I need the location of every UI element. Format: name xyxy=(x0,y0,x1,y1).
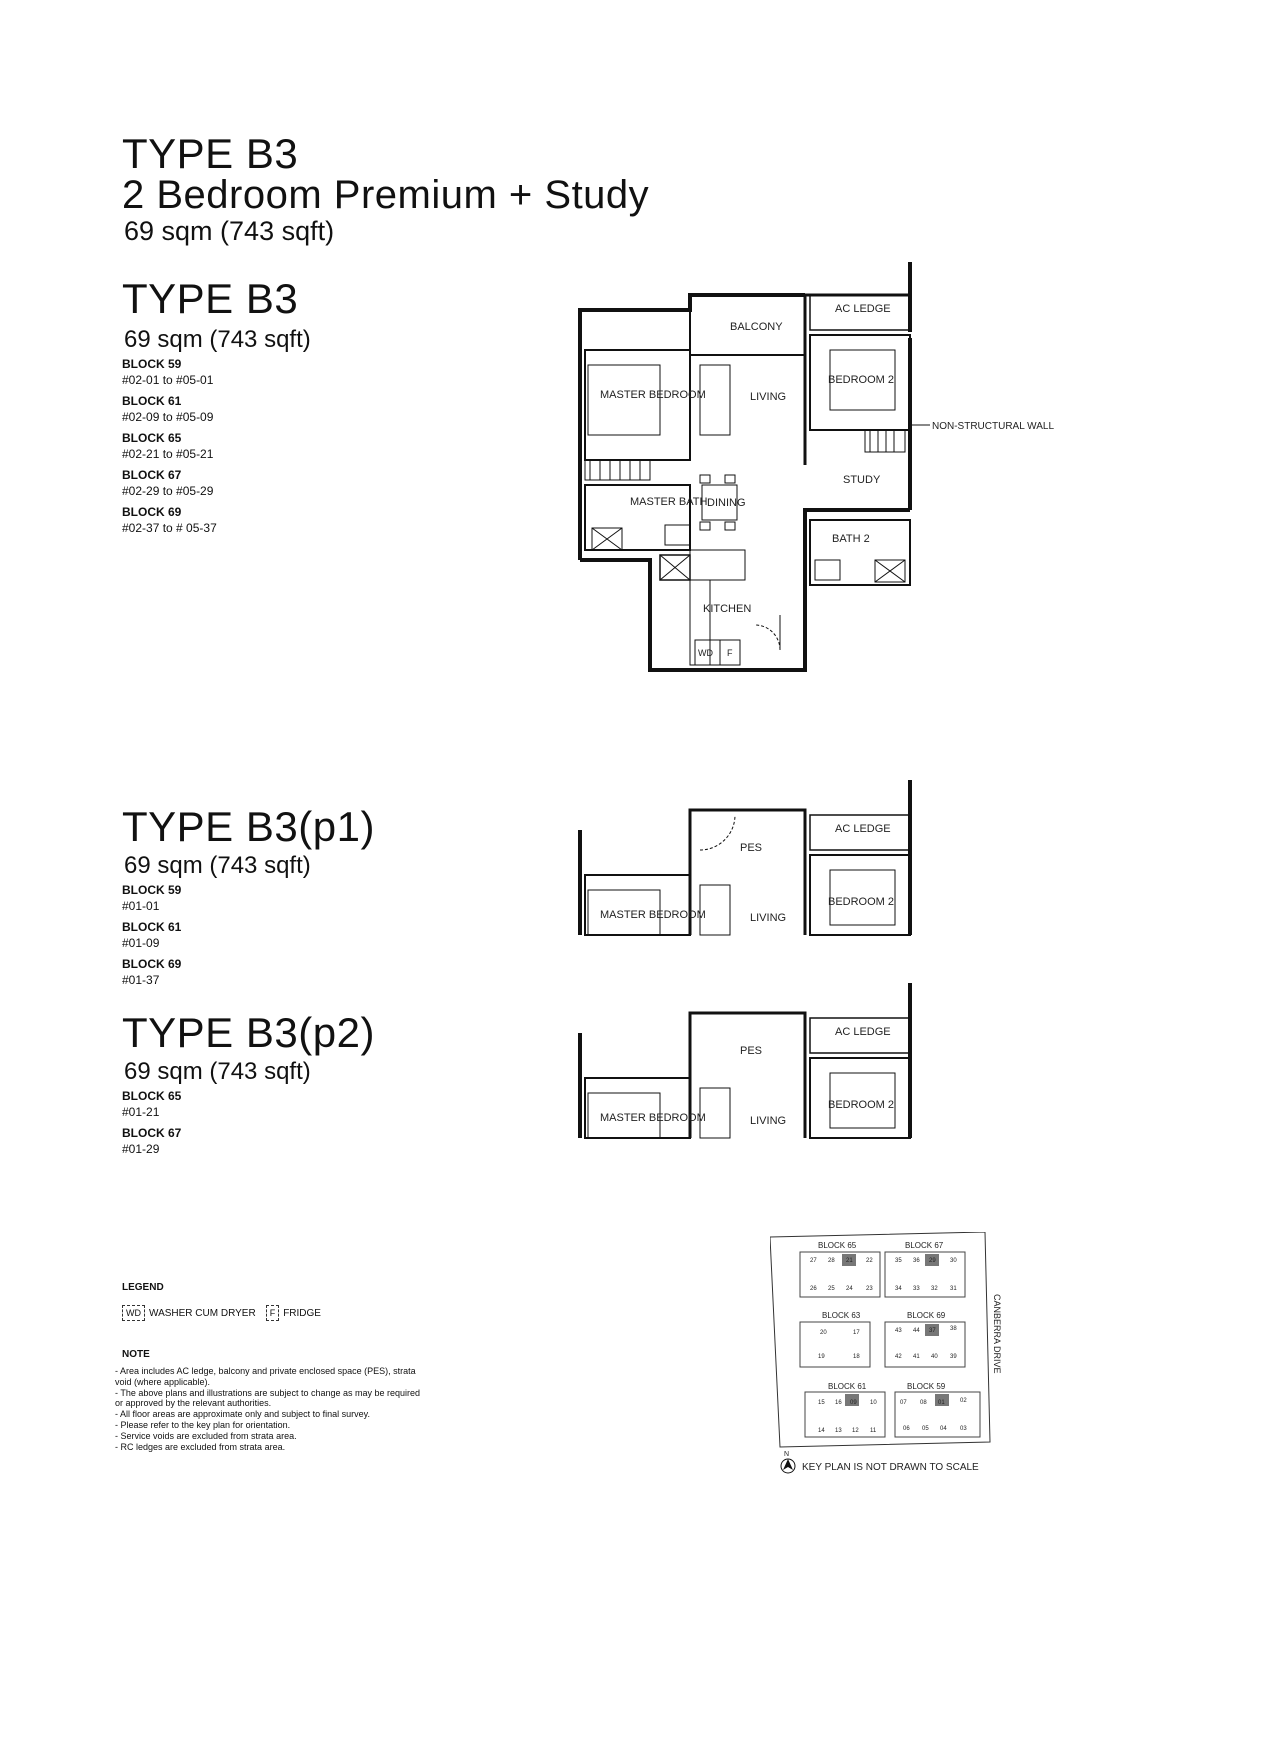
key-unit: 32 xyxy=(931,1286,938,1292)
key-block-63: BLOCK 63 xyxy=(822,1311,861,1320)
label-ac-ledge: AC LEDGE xyxy=(835,823,891,835)
label-master-bedroom: MASTER BEDROOM xyxy=(600,1112,706,1124)
section-title: TYPE B3 xyxy=(122,275,299,322)
note-line: - RC ledges are excluded from strata area. xyxy=(115,1441,286,1452)
label-master-bedroom: MASTER BEDROOM xyxy=(600,909,706,921)
key-unit: 38 xyxy=(950,1326,957,1332)
unit-range: #01-21 xyxy=(122,1105,160,1119)
block-name: BLOCK 67 xyxy=(122,468,182,482)
label-pes: PES xyxy=(740,1045,763,1057)
key-block-65: BLOCK 65 xyxy=(818,1241,857,1250)
key-unit: 27 xyxy=(810,1258,817,1264)
label-master-bedroom: MASTER BEDROOM xyxy=(600,389,706,401)
key-unit: 05 xyxy=(922,1426,929,1432)
note-line: - Area includes AC ledge, balcony and private enclosed space (PES), strata void (where applicable). xyxy=(115,1366,416,1387)
key-unit: 24 xyxy=(846,1286,853,1292)
key-unit: 08 xyxy=(920,1400,927,1406)
key-unit: 16 xyxy=(835,1400,842,1406)
label-study: STUDY xyxy=(843,474,881,486)
key-unit: 35 xyxy=(895,1258,902,1264)
key-unit: 13 xyxy=(835,1428,842,1434)
key-unit: 44 xyxy=(913,1328,920,1334)
key-unit: 09 xyxy=(850,1400,857,1406)
note-line: - The above plans and illustrations are subject to change as may be required or approved by the relevant authorities. xyxy=(115,1387,421,1409)
label-living: LIVING xyxy=(750,1115,787,1127)
key-unit: 20 xyxy=(820,1330,827,1336)
key-block-61: BLOCK 61 xyxy=(828,1382,867,1391)
key-unit: 34 xyxy=(895,1286,902,1292)
label-living: LIVING xyxy=(750,912,787,924)
block-name: BLOCK 59 xyxy=(122,883,182,897)
section-type-b3-p1 xyxy=(122,803,375,987)
block-name: BLOCK 65 xyxy=(122,1089,182,1103)
floor-plan-b3-p2 xyxy=(560,978,940,1143)
note-line: - All floor areas are approximate only and subject to final survey. xyxy=(115,1409,370,1420)
section-area: 69 sqm (743 sqft) xyxy=(124,326,311,353)
key-unit: 43 xyxy=(895,1328,902,1334)
block-name: BLOCK 61 xyxy=(122,394,182,408)
key-unit: 39 xyxy=(950,1354,957,1360)
key-unit: 30 xyxy=(950,1258,957,1264)
unit-range: #02-29 to #05-29 xyxy=(122,484,214,498)
key-unit: 36 xyxy=(913,1258,920,1264)
legend-code-wd: WD xyxy=(122,1305,145,1321)
section-type-b3-p2 xyxy=(122,1009,375,1156)
note-title: NOTE xyxy=(122,1349,150,1360)
key-unit: 33 xyxy=(913,1286,920,1292)
label-ac-ledge: AC LEDGE xyxy=(835,1026,891,1038)
label-dining: DINING xyxy=(707,497,746,509)
label-wd: WD xyxy=(698,648,713,658)
block-name: BLOCK 69 xyxy=(122,957,182,971)
key-block-69: BLOCK 69 xyxy=(907,1311,946,1320)
page-subtitle: 2 Bedroom Premium + Study xyxy=(122,173,650,217)
label-ac-ledge: AC LEDGE xyxy=(835,303,891,315)
legend-title: LEGEND xyxy=(122,1282,164,1293)
floor-plan-b3-p1 xyxy=(560,775,940,940)
key-unit: 19 xyxy=(818,1354,825,1360)
key-block-59: BLOCK 59 xyxy=(907,1382,946,1391)
key-unit: 15 xyxy=(818,1400,825,1406)
key-unit: 25 xyxy=(828,1286,835,1292)
unit-range: #01-01 xyxy=(122,899,160,913)
key-unit: 28 xyxy=(828,1258,835,1264)
legend-label-f: FRIDGE xyxy=(283,1307,321,1319)
page-area: 69 sqm (743 sqft) xyxy=(124,216,335,246)
label-non-structural-wall: NON-STRUCTURAL WALL xyxy=(932,421,1055,432)
unit-range: #02-21 to #05-21 xyxy=(122,447,214,461)
label-bath-2: BATH 2 xyxy=(832,533,870,545)
key-unit: 17 xyxy=(853,1330,860,1336)
label-balcony: BALCONY xyxy=(730,321,783,333)
key-unit: 37 xyxy=(929,1328,936,1334)
unit-range: #01-09 xyxy=(122,936,160,950)
label-living: LIVING xyxy=(750,391,787,403)
key-unit: 23 xyxy=(866,1286,873,1292)
notes xyxy=(115,1350,420,1452)
key-unit: 01 xyxy=(938,1400,945,1406)
label-pes: PES xyxy=(740,842,763,854)
key-unit: 41 xyxy=(913,1354,920,1360)
unit-range: #02-37 to # 05-37 xyxy=(122,521,217,535)
key-unit: 10 xyxy=(870,1400,877,1406)
block-name: BLOCK 67 xyxy=(122,1126,182,1140)
legend xyxy=(122,1283,321,1321)
key-unit: 42 xyxy=(895,1354,902,1360)
key-unit: 03 xyxy=(960,1426,967,1432)
unit-range: #01-29 xyxy=(122,1142,160,1156)
key-unit: 40 xyxy=(931,1354,938,1360)
key-unit: 31 xyxy=(950,1286,957,1292)
section-type-b3 xyxy=(122,275,311,535)
block-name: BLOCK 61 xyxy=(122,920,182,934)
unit-range: #02-09 to #05-09 xyxy=(122,410,214,424)
key-unit: 14 xyxy=(818,1428,825,1434)
unit-range: #01-37 xyxy=(122,973,160,987)
key-unit: 18 xyxy=(853,1354,860,1360)
section-title: TYPE B3(p2) xyxy=(122,1009,375,1056)
block-name: BLOCK 59 xyxy=(122,357,182,371)
label-f: F xyxy=(727,648,733,658)
legend-code-f: F xyxy=(266,1305,280,1321)
label-master-bath: MASTER BATH xyxy=(630,496,708,508)
section-area: 69 sqm (743 sqft) xyxy=(124,852,311,879)
label-bedroom-2: BEDROOM 2 xyxy=(828,896,895,908)
key-unit: 12 xyxy=(852,1428,859,1434)
note-line: - Please refer to the key plan for orientation. xyxy=(115,1419,291,1430)
label-bedroom-2: BEDROOM 2 xyxy=(828,1099,895,1111)
key-unit: 02 xyxy=(960,1398,967,1404)
key-unit: 07 xyxy=(900,1400,907,1406)
block-name: BLOCK 65 xyxy=(122,431,182,445)
north-label: N xyxy=(784,1451,790,1458)
section-title: TYPE B3(p1) xyxy=(122,803,375,850)
key-block-67: BLOCK 67 xyxy=(905,1241,944,1250)
key-unit: 26 xyxy=(810,1286,817,1292)
key-plan-caption: KEY PLAN IS NOT DRAWN TO SCALE xyxy=(802,1462,979,1473)
road-label: CANBERRA DRIVE xyxy=(992,1294,1002,1374)
floor-plan-b3 xyxy=(560,250,1120,690)
legend-label-wd: WASHER CUM DRYER xyxy=(149,1307,256,1319)
page-title: TYPE B3 xyxy=(122,130,299,177)
key-unit: 29 xyxy=(929,1258,936,1264)
note-line: - Service voids are excluded from strata area. xyxy=(115,1430,297,1441)
label-kitchen: KITCHEN xyxy=(703,603,752,615)
key-unit: 06 xyxy=(903,1426,910,1432)
section-area: 69 sqm (743 sqft) xyxy=(124,1058,311,1085)
block-name: BLOCK 69 xyxy=(122,505,182,519)
key-unit: 11 xyxy=(870,1428,877,1434)
key-unit: 22 xyxy=(866,1258,873,1264)
key-unit: 21 xyxy=(846,1258,853,1264)
key-unit: 04 xyxy=(940,1426,947,1432)
unit-range: #02-01 to #05-01 xyxy=(122,373,214,387)
label-bedroom-2: BEDROOM 2 xyxy=(828,374,895,386)
key-plan xyxy=(770,1232,1060,1502)
north-arrow-icon xyxy=(781,1459,795,1473)
